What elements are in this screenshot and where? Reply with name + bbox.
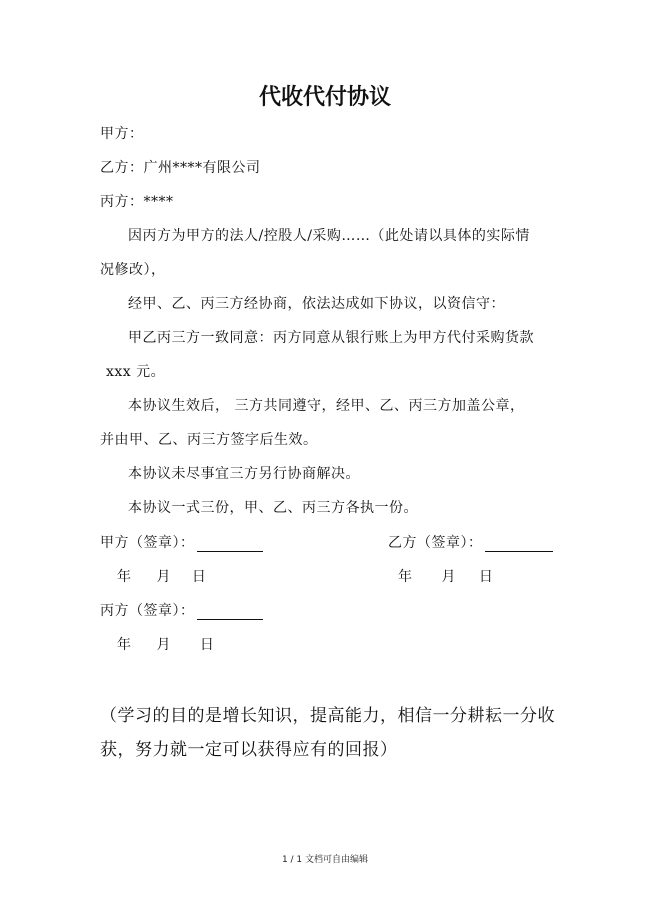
date-row-b — [398, 566, 493, 586]
paragraph-1-line-2: 况修改）， — [100, 262, 166, 278]
paragraph-1-line-1: 因丙方为甲方的法人/控股人/采购……（此处请以具体的实际情 — [128, 228, 530, 244]
signature-party-b-field[interactable] — [485, 537, 553, 552]
party-a-line: 甲方： — [100, 126, 144, 142]
date-month: 月 — [441, 569, 456, 585]
date-year: 年 — [117, 637, 132, 653]
paragraph-3-line-2: xxx 元。 — [106, 364, 166, 380]
signature-party-a-field[interactable] — [197, 537, 263, 552]
date-day: 日 — [199, 637, 215, 653]
paragraph-5: 本协议未尽事宜三方另行协商解决。 — [128, 466, 360, 482]
paragraph-4-line-2: 并由甲、乙、丙三方签字后生效。 — [100, 432, 318, 448]
paragraph-4-line-1: 本协议生效后， 三方共同遵守，经甲、乙、丙三方加盖公章， — [128, 398, 525, 414]
date-year: 年 — [398, 569, 413, 585]
paragraph-3-line-1: 甲乙丙三方一致同意：丙方同意从银行账上为甲方代付采购货款 — [128, 330, 534, 346]
party-b-line: 乙方：广州****有限公司 — [100, 160, 261, 176]
signature-party-c — [100, 600, 263, 620]
date-year: 年 — [117, 569, 132, 585]
date-day: 日 — [191, 569, 207, 585]
signature-party-c-label: 丙方（签章）： — [100, 603, 195, 619]
signature-party-b — [388, 532, 553, 552]
paragraph-6: 本协议一式三份，甲、乙、丙三方各执一份。 — [128, 500, 418, 516]
motto-line-1: （学习的目的是增长知识，提高能力，相信一分耕耘一分收 — [100, 706, 555, 726]
signature-party-c-field[interactable] — [197, 605, 263, 620]
paragraph-2: 经甲、乙、丙三方经协商，依法达成如下协议，以资信守： — [128, 296, 505, 312]
date-row-a — [117, 566, 206, 586]
signature-party-a-label: 甲方（签章）： — [100, 535, 195, 551]
document-title: 代收代付协议 — [258, 85, 391, 110]
party-c-line: 丙方：**** — [100, 194, 174, 210]
signature-party-a — [100, 532, 263, 552]
motto-line-2: 获，努力就一定可以获得应有的回报） — [100, 740, 398, 760]
date-row-c — [117, 634, 214, 654]
date-day: 日 — [478, 569, 494, 585]
date-month: 月 — [156, 569, 171, 585]
page-footer: 1 / 1 文档可自由编辑 — [281, 855, 369, 865]
signature-party-b-label: 乙方（签章）： — [388, 535, 483, 551]
date-month: 月 — [156, 637, 171, 653]
